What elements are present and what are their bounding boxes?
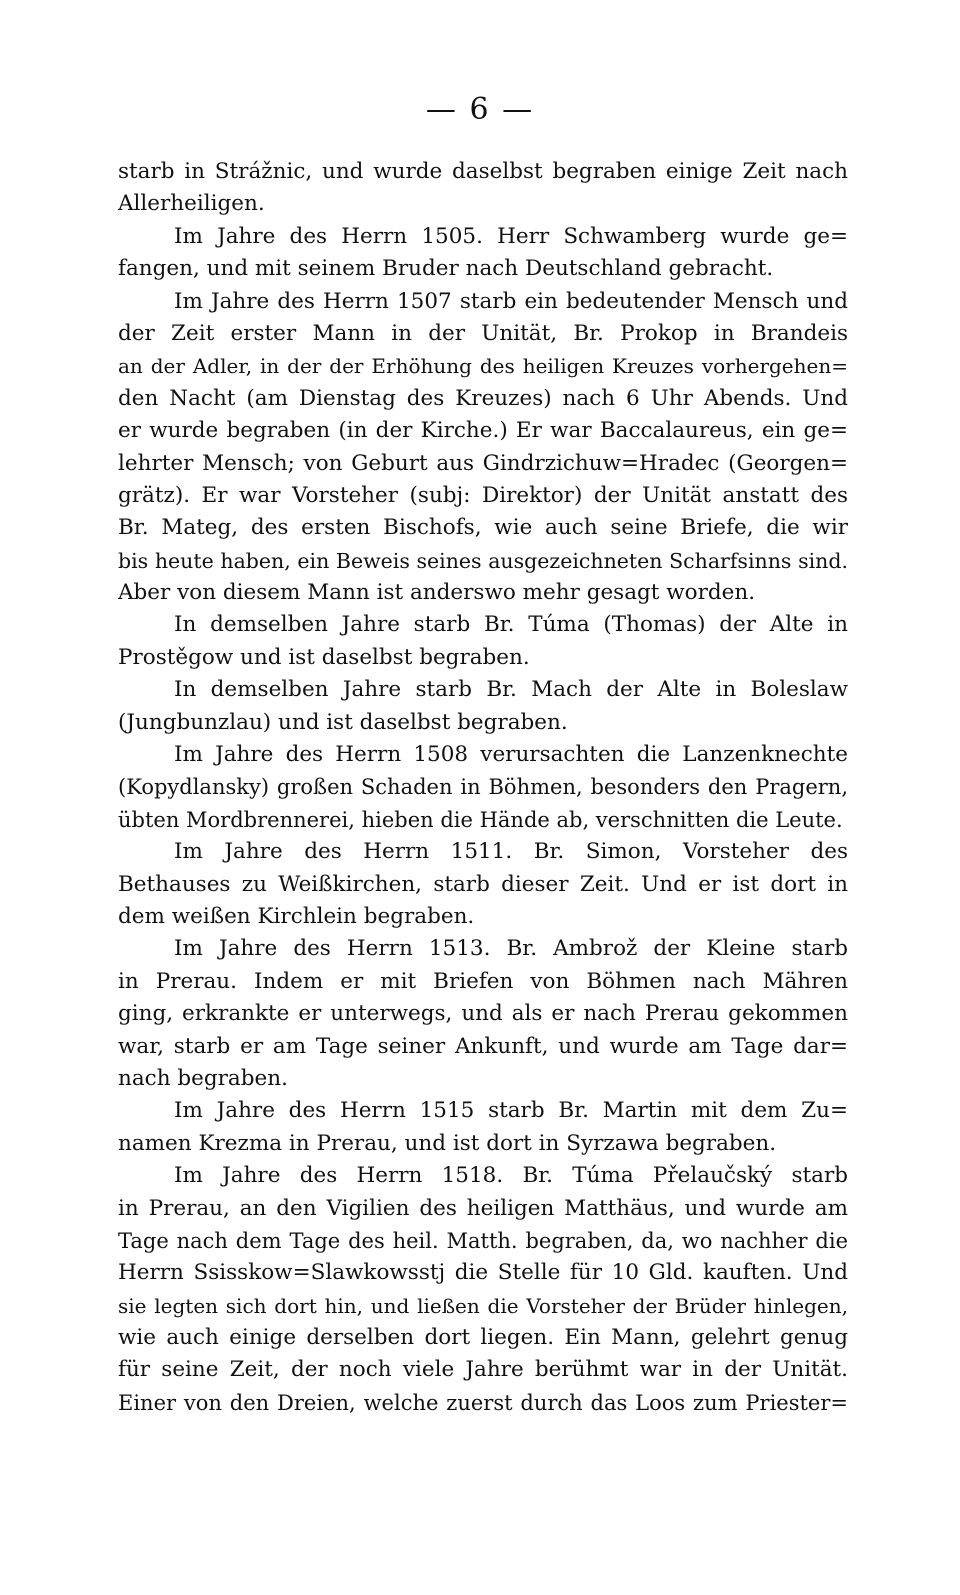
text-line: Einer von den Dreien, welche zuerst durch das Loos zum Priester= xyxy=(118,1390,848,1415)
text-line: an der Adler, in der der Erhöhung des heiligen Kreuzes vorhergehen= xyxy=(118,354,848,379)
text-line: nach begraben. xyxy=(118,1065,288,1091)
text-line: Im Jahre des Herrn 1511. Br. Simon, Vorsteher des xyxy=(174,839,848,865)
text-line: in Prerau, an den Vigilien des heiligen Matthäus, und wurde am xyxy=(118,1195,848,1221)
text-line: den Nacht (am Dienstag des Kreuzes) nach 6 Uhr Abends. Und xyxy=(118,385,848,411)
text-line: In demselben Jahre starb Br. Mach der Alte in Boleslaw xyxy=(174,677,848,703)
text-line: Br. Mateg, des ersten Bischofs, wie auch seine Briefe, die wir xyxy=(118,515,848,541)
text-line: (Jungbunzlau) und ist daselbst begraben. xyxy=(118,709,568,735)
text-line: er wurde begraben (in der Kirche.) Er war Baccalaureus, ein ge= xyxy=(118,418,848,444)
text-line: Im Jahre des Herrn 1508 verursachten die Lanzenknechte xyxy=(174,742,848,768)
text-line: war, starb er am Tage seiner Ankunft, und wurde am Tage dar= xyxy=(118,1033,848,1059)
text-line: für seine Zeit, der noch viele Jahre berühmt war in der Unität. xyxy=(118,1357,848,1383)
text-line: lehrter Mensch; von Geburt aus Gindrzichuw=Hradec (Georgen= xyxy=(118,450,848,476)
text-line: Bethauses zu Weißkirchen, starb dieser Zeit. Und er ist dort in xyxy=(118,871,848,897)
text-line: Im Jahre des Herrn 1515 starb Br. Martin mit dem Zu= xyxy=(174,1098,848,1124)
page-number: — 6 — xyxy=(425,92,535,127)
text-line: Allerheiligen. xyxy=(118,191,265,217)
text-line: dem weißen Kirchlein begraben. xyxy=(118,903,475,929)
text-line: der Zeit erster Mann in der Unität, Br. Prokop in Brandeis xyxy=(118,320,848,346)
text-line: (Kopydlansky) großen Schaden in Böhmen, besonders den Pragern, xyxy=(118,775,848,800)
text-line: fangen, und mit seinem Bruder nach Deutschland gebracht. xyxy=(118,256,774,282)
text-line: Im Jahre des Herrn 1505. Herr Schwamberg wurde ge= xyxy=(174,223,848,249)
text-line: Herrn Ssisskow=Slawkowsstj die Stelle für 10 Gld. kauften. Und xyxy=(118,1260,848,1286)
body-text xyxy=(118,156,848,1419)
text-line: Im Jahre des Herrn 1513. Br. Ambrož der Kleine starb xyxy=(174,936,848,962)
text-line: sie legten sich dort hin, und ließen die Vorsteher der Brüder hinlegen, xyxy=(118,1293,848,1318)
text-line: in Prerau. Indem er mit Briefen von Böhmen nach Mähren xyxy=(118,968,848,994)
text-line: grätz). Er war Vorsteher (subj: Direktor) der Unität anstatt des xyxy=(118,482,848,508)
text-line: namen Krezma in Prerau, und ist dort in Syrzawa begraben. xyxy=(118,1130,777,1156)
text-line: übten Mordbrennerei, hieben die Hände ab, verschnitten die Leute. xyxy=(118,807,843,832)
text-line: Im Jahre des Herrn 1518. Br. Túma Přelaučský starb xyxy=(174,1163,848,1189)
text-line: starb in Strážnic, und wurde daselbst begraben einige Zeit nach xyxy=(118,159,848,184)
text-line: bis heute haben, ein Beweis seines ausgezeichneten Scharfsinns sind. xyxy=(118,548,848,573)
text-line: Im Jahre des Herrn 1507 starb ein bedeutender Mensch und xyxy=(174,288,848,314)
text-line: Prostěgow und ist daselbst begraben. xyxy=(118,644,530,670)
text-line: Tage nach dem Tage des heil. Matth. begraben, da, wo nachher die xyxy=(118,1228,848,1253)
text-line: Aber von diesem Mann ist anderswo mehr gesagt worden. xyxy=(118,580,756,606)
text-line: wie auch einige derselben dort liegen. Ein Mann, gelehrt genug xyxy=(118,1325,848,1351)
text-line: ging, erkrankte er unterwegs, und als er nach Prerau gekommen xyxy=(118,1001,848,1027)
text-line: In demselben Jahre starb Br. Túma (Thomas) der Alte in xyxy=(174,612,848,638)
